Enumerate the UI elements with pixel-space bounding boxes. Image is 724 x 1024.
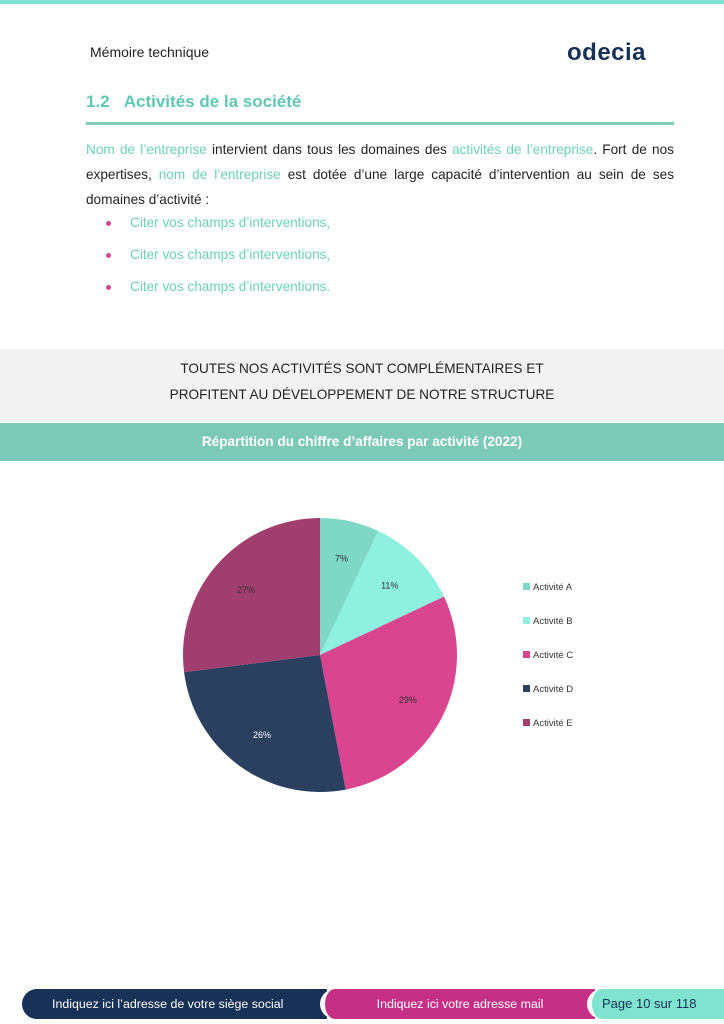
pie-slice-4	[184, 655, 346, 792]
legend-swatch	[523, 617, 530, 624]
footer-page-number: Page 10 sur 118	[587, 989, 724, 1019]
list-item-text: Citer vos champs d’interventions.	[130, 279, 331, 294]
section-heading	[86, 92, 301, 112]
slice-data-label: 7%	[335, 553, 349, 564]
list-item-text: Citer vos champs d’interventions,	[130, 247, 331, 262]
footer-address: Indiquez ici l’adresse de votre siège social	[22, 989, 327, 1019]
heading-underline	[86, 122, 674, 125]
highlight-banner	[0, 349, 724, 422]
bullet-dot-icon	[106, 221, 111, 226]
section-number: 1.2	[86, 92, 110, 111]
bullet-dot-icon	[106, 285, 111, 290]
interventions-list	[106, 212, 330, 308]
logo-text: odecia	[567, 39, 647, 66]
slice-data-label: 29%	[398, 694, 417, 705]
legend-swatch	[523, 719, 530, 726]
list-item-text: Citer vos champs d’interventions,	[130, 215, 331, 230]
slice-data-label: 11%	[381, 580, 399, 591]
pie-chart	[150, 500, 630, 810]
paragraph-text: . Fort de nos expertises,	[86, 142, 674, 182]
section-title: Activités de la société	[123, 92, 302, 111]
list-item	[106, 276, 330, 308]
slice-data-label: 26%	[253, 729, 272, 740]
document-header-title: Mémoire technique	[90, 44, 210, 60]
list-item	[106, 244, 330, 276]
activities-placeholder: activités de l’entreprise	[452, 142, 594, 157]
legend-label: Activité E	[533, 718, 573, 729]
footer-email: Indiquez ici votre adresse mail	[320, 989, 595, 1019]
odecia-logo	[567, 38, 657, 66]
legend-label: Activité B	[533, 616, 573, 627]
banner-line-1: TOUTES NOS ACTIVITÉS SONT COMPLÉMENTAIRES ET	[180, 361, 544, 376]
paragraph-text: est dotée d’une large capacité d’intervention au sein de ses domaines d’activité :	[86, 167, 674, 207]
legend-label: Activité D	[533, 684, 574, 695]
page-footer	[0, 989, 724, 1019]
legend-label: Activité C	[533, 650, 574, 661]
paragraph-text: intervient dans tous les domaines des	[206, 142, 453, 157]
legend-swatch	[523, 583, 530, 590]
bullet-dot-icon	[106, 253, 111, 258]
legend-label: Activité A	[533, 582, 573, 593]
list-item	[106, 212, 330, 244]
slice-data-label: 27%	[237, 584, 256, 595]
company-name-placeholder: nom de l’entreprise	[158, 167, 281, 182]
pie-slice-5	[183, 518, 320, 672]
top-accent-bar	[0, 0, 724, 4]
chart-title-bar: Répartition du chiffre d’affaires par activité (2022)	[0, 423, 724, 461]
banner-line-2: PROFITENT AU DÉVELOPPEMENT DE NOTRE STRUCTURE	[169, 387, 555, 402]
intro-paragraph	[86, 137, 674, 212]
legend-swatch	[523, 685, 530, 692]
legend-swatch	[523, 651, 530, 658]
company-name-placeholder: Nom de l’entreprise	[86, 142, 207, 157]
